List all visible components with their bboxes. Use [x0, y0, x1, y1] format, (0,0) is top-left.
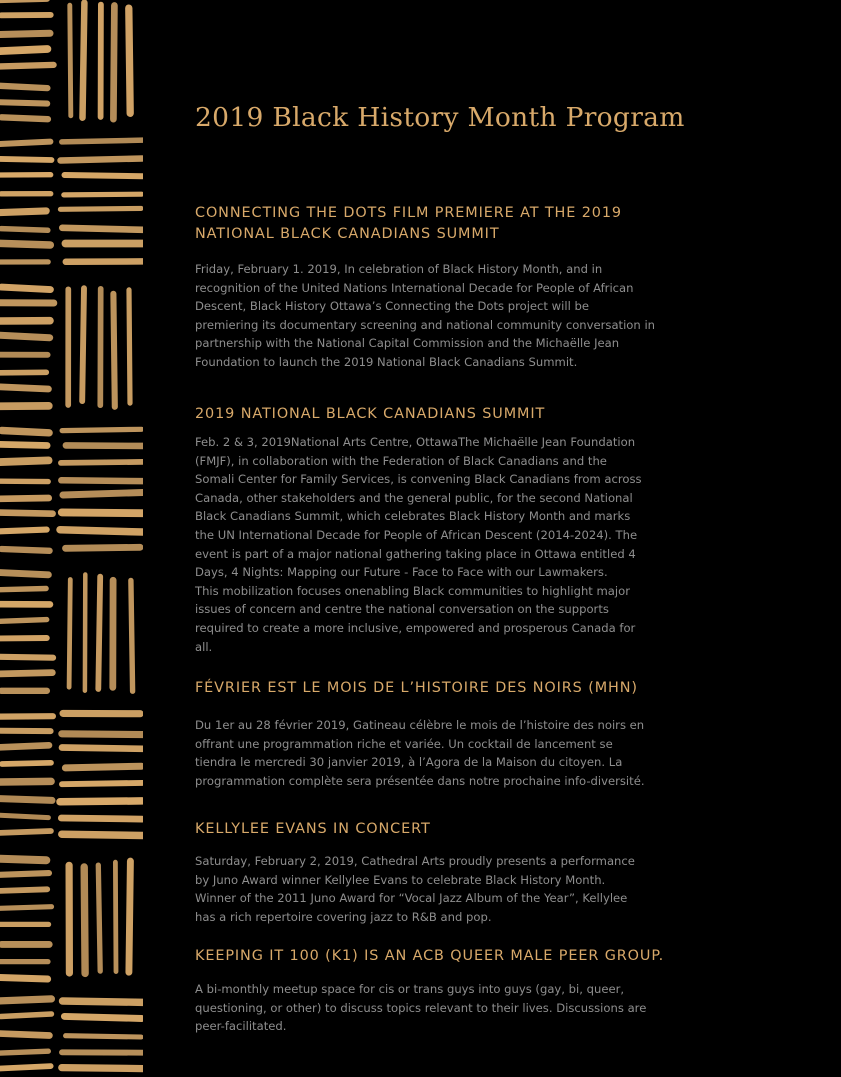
heading-line: NATIONAL BLACK CANADIANS SUMMIT	[195, 226, 500, 242]
text-line: the UN International Decade for People of African Descent (2014-2024). The	[195, 527, 638, 542]
event-heading	[195, 946, 705, 967]
text-line: tiendra le mercredi 30 janvier 2019, à l’Agora de la Maison du citoyen. La	[195, 755, 623, 770]
text-line: required to create a more inclusive, empowered and prosperous Canada for	[195, 620, 636, 635]
text-line: all.	[195, 639, 213, 654]
text-line: has a rich repertoire covering jazz to R&B and pop.	[195, 909, 492, 924]
text-line: questioning, or other) to discuss topics relevant to their lives. Discussions are	[195, 1000, 647, 1015]
event-description	[195, 716, 705, 790]
event-description	[195, 260, 705, 372]
text-line: issues of concern and centre the national conversation on the supports	[195, 602, 609, 617]
event-mois-histoire-des-noirs	[195, 678, 705, 790]
text-line: Friday, February 1. 2019, In celebration of Black History Month, and in	[195, 262, 603, 276]
text-line: Winner of the 2011 Juno Award for “Vocal Jazz Album of the Year”, Kellylee	[195, 891, 628, 906]
heading-line: CONNECTING THE DOTS FILM PREMIERE AT THE 2019	[195, 205, 622, 221]
event-description	[195, 980, 705, 1036]
event-description	[195, 433, 705, 656]
text-line: peer-facilitated.	[195, 1019, 287, 1034]
text-line: event is part of a major national gathering taking place in Ottawa entitled 4	[195, 546, 636, 561]
text-line: Saturday, February 2, 2019, Cathedral Arts proudly presents a performance	[195, 854, 635, 868]
event-keeping-it-100	[195, 946, 705, 1036]
text-line: programmation complète sera présentée dans notre prochaine info-diversité.	[195, 773, 645, 788]
heading-line: KEEPING IT 100 (K1) IS AN ACB QUEER MALE PEER GROUP.	[195, 948, 665, 964]
heading-line: FÉVRIER EST LE MOIS DE L’HISTOIRE DES NOIRS (MHN)	[195, 680, 638, 696]
text-line: (FMJF), in collaboration with the Federation of Black Canadians and the	[195, 453, 607, 468]
event-description	[195, 852, 705, 926]
event-kellylee-evans	[195, 819, 705, 926]
event-national-summit	[195, 404, 705, 656]
hand-drawn-stripes-pattern-icon	[0, 0, 143, 1077]
event-heading	[195, 203, 705, 245]
text-line: This mobilization focuses onenabling Black communities to highlight major	[195, 583, 630, 598]
text-line: Descent, Black History Ottawa’s Connecting the Dots project will be	[195, 299, 589, 314]
text-line: A bi-monthly meetup space for cis or trans guys into guys (gay, bi, queer,	[195, 982, 625, 996]
text-line: Somali Center for Family Services, is convening Black Canadians from across	[195, 472, 642, 487]
text-line: partnership with the National Capital Commission and the Michaëlle Jean	[195, 336, 620, 351]
event-connecting-the-dots	[195, 203, 705, 372]
text-line: Black Canadians Summit, which celebrates Black History Month and marks	[195, 509, 631, 524]
page-title: 2019 Black History Month Program	[195, 102, 685, 133]
text-line: Du 1er au 28 février 2019, Gatineau célèbre le mois de l’histoire des noirs en	[195, 718, 645, 732]
text-line: Days, 4 Nights: Mapping our Future - Face to Face with our Lawmakers.	[195, 565, 608, 580]
text-line: Foundation to launch the 2019 National Black Canadians Summit.	[195, 354, 578, 369]
event-heading	[195, 404, 705, 425]
text-line: Canada, other stakeholders and the general public, for the second National	[195, 490, 633, 505]
text-line: Feb. 2 & 3, 2019National Arts Centre, OttawaThe Michaëlle Jean Foundation	[195, 435, 636, 449]
heading-line: KELLYLEE EVANS IN CONCERT	[195, 821, 431, 837]
text-line: offrant une programmation riche et variée. Un cocktail de lancement se	[195, 736, 613, 751]
heading-line: 2019 NATIONAL BLACK CANADIANS SUMMIT	[195, 406, 546, 422]
event-heading	[195, 678, 705, 699]
text-line: premiering its documentary screening and national community conversation in	[195, 317, 656, 332]
text-line: recognition of the United Nations International Decade for People of African	[195, 280, 634, 295]
event-heading	[195, 819, 705, 840]
text-line: by Juno Award winner Kellylee Evans to celebrate Black History Month.	[195, 872, 606, 887]
